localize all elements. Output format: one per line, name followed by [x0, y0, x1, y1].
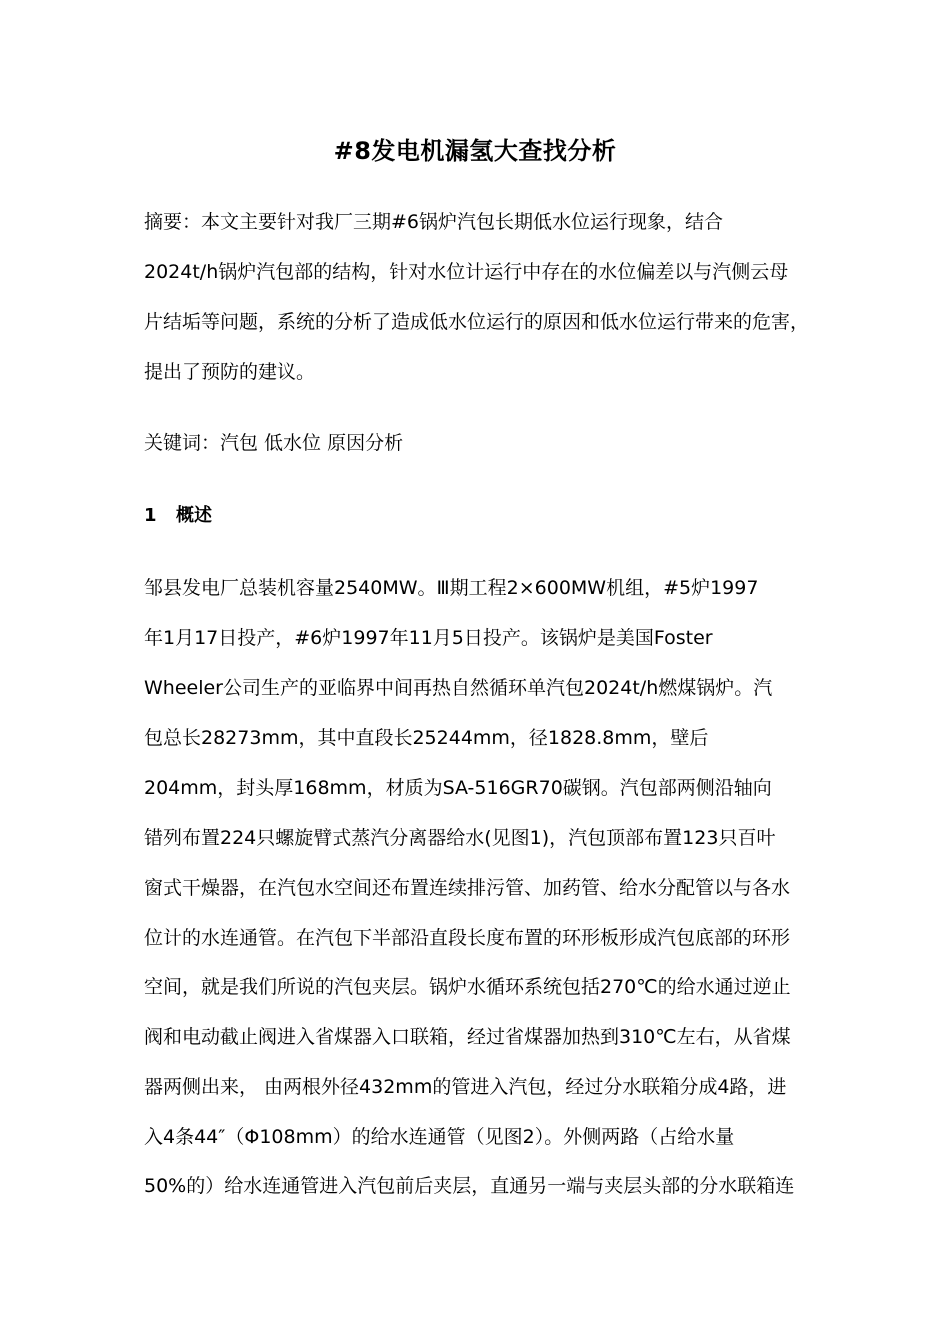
body-line: 年1月17日投产，#6炉1997年11月5日投产。该锅炉是美国Foster [144, 627, 713, 649]
body-line: 窗式干燥器，在汽包水空间还布置连续排污管、加药管、给水分配管以与各水 [144, 877, 791, 899]
body-line: 204mm，封头厚168mm，材质为SA-516GR70碳钢。汽包部两侧沿轴向 [144, 777, 772, 799]
section-heading [144, 503, 212, 529]
section-title: 概述 [176, 505, 212, 526]
abstract-line: 提出了预防的建议。 [144, 361, 316, 383]
body-line: 包总长28273mm，其中直段长25244mm，径1828.8mm，壁后 [144, 727, 709, 749]
body-line: 邹县发电厂总装机容量2540MW。Ⅲ期工程2×600MW机组，#5炉1997 [144, 577, 759, 599]
body-line: 空间，就是我们所说的汽包夹层。锅炉水循环系统包括270℃的给水通过逆止 [144, 976, 791, 998]
body-line: 入4条44″（Φ108mm）的给水连通管（见图2）。外侧两路（占给水量 [144, 1126, 735, 1148]
body-line: Wheeler公司生产的亚临界中间再热自然循环单汽包2024t/h燃煤锅炉。汽 [144, 677, 773, 699]
document-title: #8发电机漏氢大查找分析 [333, 137, 617, 165]
body-line: 位计的水连通管。在汽包下半部沿直段长度布置的环形板形成汽包底部的环形 [144, 927, 791, 949]
body-line: 错列布置224只螺旋臂式蒸汽分离器给水(见图1)，汽包顶部布置123只百叶 [144, 827, 776, 849]
body-line: 50%的）给水连通管进入汽包前后夹层，直通另一端与夹层头部的分水联箱连 [144, 1175, 795, 1197]
abstract-line: 片结垢等问题，系统的分析了造成低水位运行的原因和低水位运行带来的危害， [144, 311, 810, 333]
body-line: 阀和电动截止阀进入省煤器入口联箱，经过省煤器加热到310℃左右，从省煤 [144, 1026, 791, 1048]
body-line: 器两侧出来， 由两根外径432mm的管进入汽包，经过分水联箱分成4路，进 [144, 1076, 787, 1098]
keywords-line: 关键词：汽包 低水位 原因分析 [144, 432, 404, 454]
section-number: 1 [144, 505, 157, 526]
abstract-line: 摘要：本文主要针对我厂三期#6锅炉汽包长期低水位运行现象，结合 [144, 211, 724, 233]
abstract-line: 2024t/h锅炉汽包部的结构，针对水位计运行中存在的水位偏差以与汽侧云母 [144, 261, 789, 283]
